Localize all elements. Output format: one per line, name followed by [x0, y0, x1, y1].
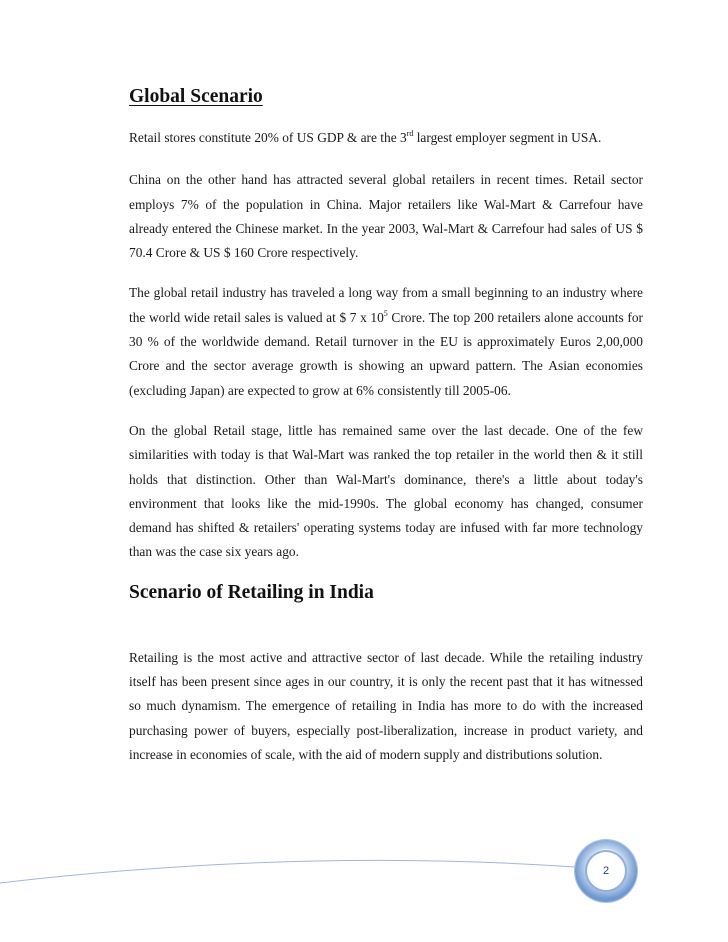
- paragraph-global-industry: The global retail industry has traveled a long way from a small beginning to an industry where the world wide retail sales is valued at $ 7 x $10^5$ Crore. The top 200 retailers alone accounts for 30 % of the worldwide demand. Retail turnover in the EU is approximately Euros 2,00,000 Crore and the sector average growth is showing an upward pattern. The Asian economies (excluding Japan) are expected to grow at 6% consistently till 2005-06.: [129, 285, 643, 398]
- paragraph-china: China on the other hand has attracted several global retailers in recent times. Retail sector employs 7% of the population in China. Major retailers like Wal-Mart & Carrefour have already entered the Chinese market. In the year 2003, Wal-Mart & Carrefour had sales of US $ 70.4 Crore & US $ 160 Crore respectively.: [129, 172, 643, 261]
- paragraph-global-stage: On the global Retail stage, little has remained same over the last decade. One of the few similarities with today is that Wal-Mart was ranked the top retailer in the world then & it still holds that distinction. Other than Wal-Mart's dominance, there's a little about today's environment that looks like the mid-1990s. The global economy has changed, consumer demand has shifted & retailers' operating systems today are infused with far more technology than was the case six years ago.: [129, 422, 643, 560]
- section-heading-global: Global Scenario: [129, 86, 263, 107]
- paragraph-us-gdp: Retail stores constitute 20% of US GDP & are the 3rd largest employer segment in USA.: [129, 129, 602, 145]
- page-number: 2: [602, 865, 610, 877]
- page-content: [129, 86, 643, 767]
- superscript-rd: rd: [406, 129, 414, 138]
- superscript-exponent: 5: [383, 308, 388, 318]
- paragraph-india-retailing: Retailing is the most active and attractive sector of last decade. While the retailing industry itself has been present since ages in our country, it is only the recent past that it has witnessed so much dynamism. The emergence of retailing in India has more to do with the increased purchasing power of buyers, especially post-liberalization, increase in product variety, and increase in economies of scale, with the aid of modern supply and distributions solution.: [129, 649, 643, 762]
- page-number-badge: [575, 840, 637, 902]
- section-heading-india: Scenario of Retailing in India: [129, 581, 374, 603]
